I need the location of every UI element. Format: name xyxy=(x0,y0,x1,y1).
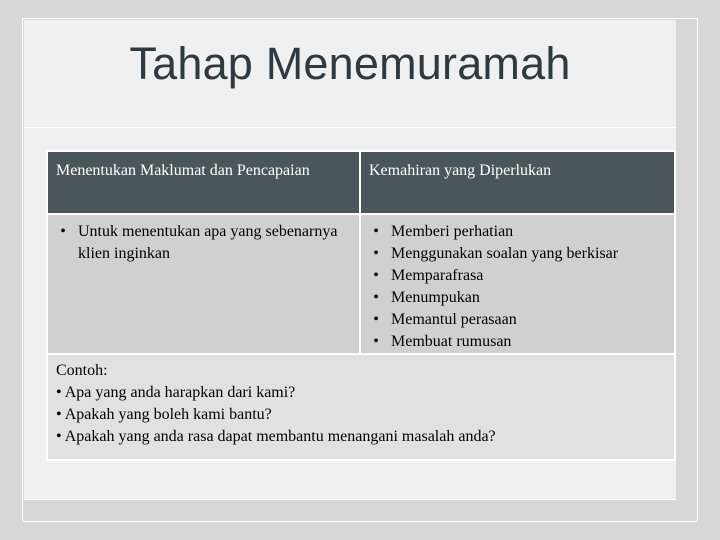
examples-cell xyxy=(47,354,675,460)
slide-title: Tahap Menemuramah xyxy=(129,38,571,89)
list-item-text: Memantul perasaan xyxy=(391,311,517,328)
list-item-text: Menggunakan soalan yang berkisar xyxy=(391,245,619,262)
body-cell-left xyxy=(47,214,360,354)
bullet-icon: • xyxy=(60,223,66,240)
table-footer-row xyxy=(47,354,675,460)
bullet-icon: • xyxy=(373,333,379,350)
header-cell-right: Kemahiran yang Diperlukan xyxy=(360,151,675,214)
list-item xyxy=(369,331,666,353)
table-header-row xyxy=(47,151,675,214)
list-item xyxy=(369,243,666,265)
bullet-icon: • xyxy=(373,245,379,262)
bullet-icon: • xyxy=(373,267,379,284)
list-item xyxy=(56,221,351,265)
list-item-text: Membuat rumusan xyxy=(391,333,512,350)
table-body-row xyxy=(47,214,675,354)
list-item-text: Memparafrasa xyxy=(391,267,484,284)
examples-heading: Contoh: xyxy=(56,362,108,379)
content-table xyxy=(46,150,676,461)
list-item-text: Untuk menentukan apa yang sebenarnya klien inginkan xyxy=(78,223,338,262)
list-item-text: Menumpukan xyxy=(391,289,480,306)
list-item xyxy=(369,309,666,331)
header-cell-left: Menentukan Maklumat dan Pencapaian xyxy=(47,151,360,214)
title-divider xyxy=(24,127,676,128)
example-line: • Apakah yang anda rasa dapat membantu menangani masalah anda? xyxy=(56,428,496,445)
body-cell-right xyxy=(360,214,675,354)
example-line: • Apa yang anda harapkan dari kami? xyxy=(56,384,296,401)
list-item xyxy=(369,221,666,243)
bottom-divider xyxy=(24,499,676,500)
bullet-icon: • xyxy=(373,223,379,240)
bullet-icon: • xyxy=(373,311,379,328)
list-item-text: Memberi perhatian xyxy=(391,223,514,240)
bullet-icon: • xyxy=(373,289,379,306)
list-item xyxy=(369,265,666,287)
left-bullet-list xyxy=(56,221,351,265)
list-item xyxy=(369,287,666,309)
right-bullet-list xyxy=(369,221,666,353)
example-line: • Apakah yang boleh kami bantu? xyxy=(56,406,272,423)
